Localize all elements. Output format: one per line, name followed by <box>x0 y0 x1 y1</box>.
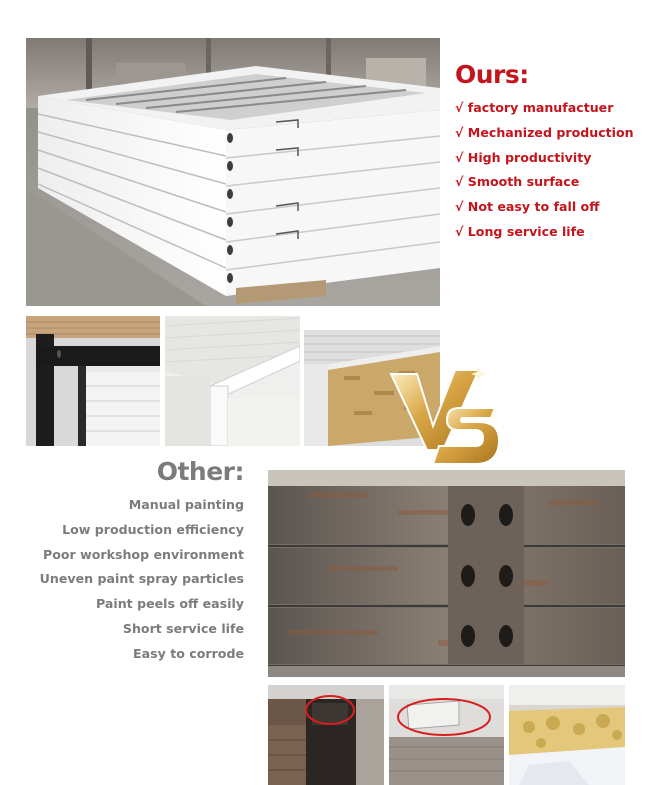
vs-logo <box>383 364 503 479</box>
ours-feature-item: √ High productivity <box>455 149 592 165</box>
ours-feature-item: √ factory manufactuer <box>455 100 614 115</box>
other-feature-item: Uneven paint spray particles <box>39 571 244 587</box>
other-feature-item: Easy to corrode <box>133 645 244 661</box>
other-title: Other: <box>156 457 244 486</box>
poor-finish-beam-photo <box>389 685 504 785</box>
other-feature-item: Poor workshop environment <box>42 546 244 562</box>
other-feature-item: Low production efficiency <box>62 521 244 537</box>
ours-feature-item: √ Long service life <box>455 223 585 239</box>
foam-insulation-panel-photo <box>509 685 625 785</box>
other-feature-list <box>40 496 244 670</box>
peeling-paint-frame-photo <box>268 685 384 785</box>
other-feature-item: Manual painting <box>128 497 244 512</box>
ours-feature-item: √ Smooth surface <box>455 174 580 190</box>
ceiling-corner-photo <box>165 316 300 446</box>
stacked-white-frames-photo <box>26 38 440 306</box>
ours-title: Ours: <box>455 60 529 89</box>
other-feature-item: Short service life <box>122 620 244 636</box>
ours-feature-item: √ Not easy to fall off <box>455 199 600 215</box>
ours-feature-item: √ Mechanized production <box>455 124 634 140</box>
window-frame-closeup-photo <box>26 316 160 446</box>
ours-feature-list <box>455 99 634 248</box>
other-feature-item: Paint peels off easily <box>96 596 244 612</box>
rusty-stacked-frames-photo <box>268 470 625 677</box>
